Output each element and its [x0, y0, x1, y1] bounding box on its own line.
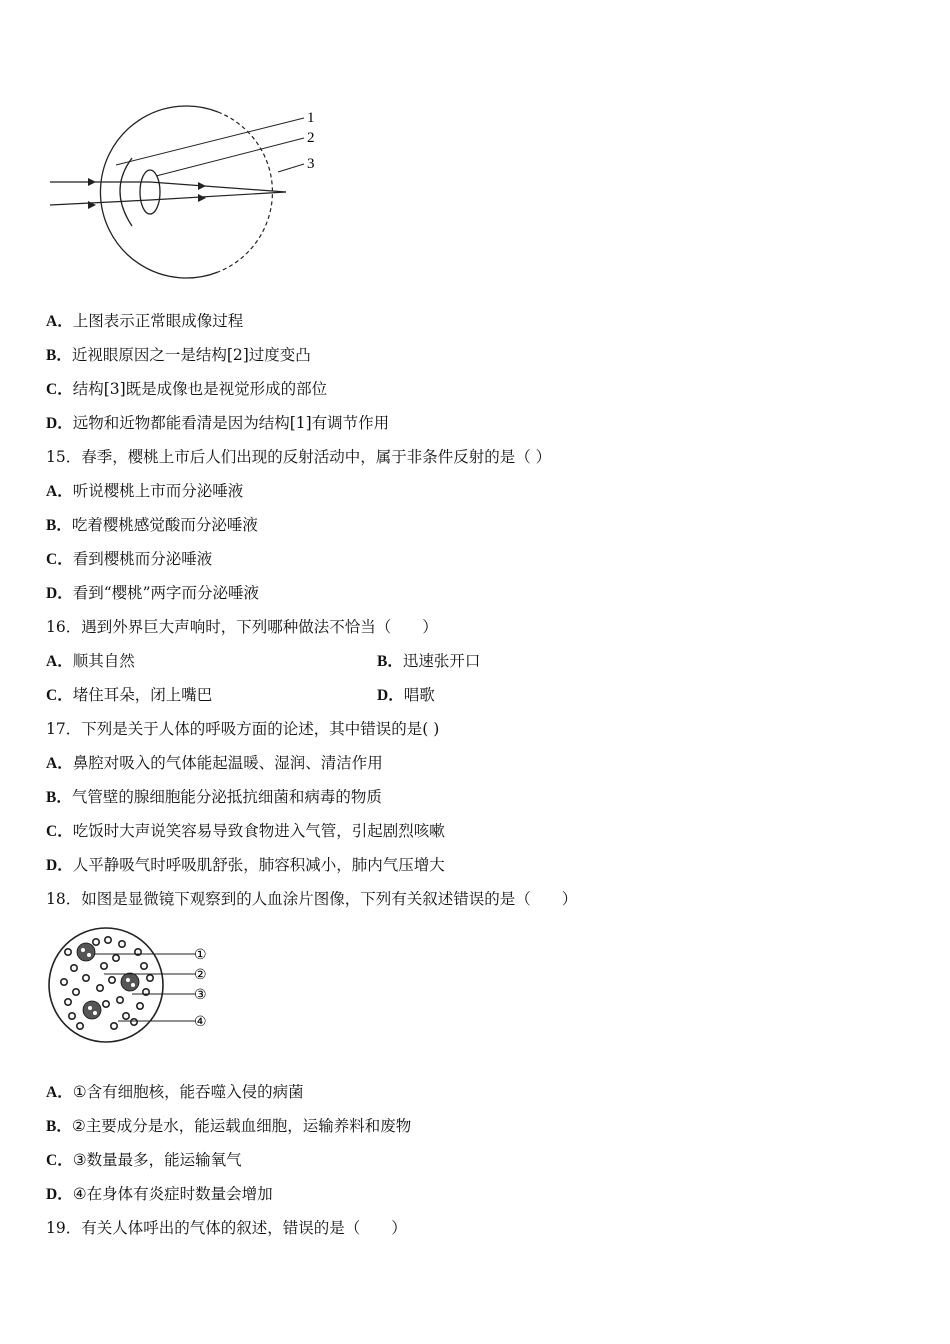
q15-option-c: C．看到樱桃而分泌唾液 [46, 550, 213, 568]
q17-option-c: C．吃饭时大声说笑容易导致食物进入气管，引起剧烈咳嗽 [46, 822, 445, 840]
smear-label-3: ③ [194, 988, 207, 1003]
q16-option-b: B．迅速张开口 [377, 652, 481, 670]
eye-label-1: 1 [307, 110, 315, 126]
q17-option-d: D．人平静吸气时呼吸肌舒张，肺容积减小，肺内气压增大 [46, 856, 445, 874]
q18-option-a: A．①含有细胞核，能吞噬入侵的病菌 [46, 1083, 304, 1101]
q16-stem: 16．遇到外界巨大声响时，下列哪种做法不恰当（ ） [46, 618, 438, 636]
q15-option-b: B．吃着樱桃感觉酸而分泌唾液 [46, 516, 258, 534]
eye-label-3: 3 [307, 156, 315, 172]
q17-option-a: A．鼻腔对吸入的气体能起温暖、湿润、清洁作用 [46, 754, 383, 772]
q15-option-d: D．看到“樱桃”两字而分泌唾液 [46, 584, 260, 602]
q17-stem: 17．下列是关于人体的呼吸方面的论述，其中错误的是( ) [46, 720, 440, 738]
q14-option-a: A．上图表示正常眼成像过程 [46, 312, 244, 330]
q14-option-b: B．近视眼原因之一是结构[2]过度变凸 [46, 346, 311, 364]
smear-label-4: ④ [194, 1015, 207, 1030]
q18-stem: 18．如图是显微镜下观察到的人血涂片图像，下列有关叙述错误的是（ ） [46, 890, 578, 908]
q18-option-d: D．④在身体有炎症时数量会增加 [46, 1185, 273, 1203]
q17-option-b: B．气管壁的腺细胞能分泌抵抗细菌和病毒的物质 [46, 788, 382, 806]
q14-option-c: C．结构[3]既是成像也是视觉形成的部位 [46, 380, 328, 398]
q15-option-a: A．听说樱桃上市而分泌唾液 [46, 482, 244, 500]
q16-option-a: A．顺其自然 [46, 652, 135, 670]
q16-option-c: C．堵住耳朵，闭上嘴巴 [46, 686, 213, 704]
smear-label-2: ② [194, 968, 207, 983]
q15-stem: 15．春季，樱桃上市后人们出现的反射活动中，属于非条件反射的是（ ） [46, 448, 552, 466]
q18-option-b: B．②主要成分是水，能运载血细胞，运输养料和废物 [46, 1117, 412, 1135]
eye-diagram [46, 100, 336, 280]
smear-label-1: ① [194, 948, 207, 963]
q18-option-c: C．③数量最多，能运输氧气 [46, 1151, 242, 1169]
eye-label-2: 2 [307, 130, 315, 146]
q14-option-d: D．远物和近物都能看清是因为结构[1]有调节作用 [46, 414, 390, 432]
q16-option-d: D．唱歌 [377, 686, 435, 704]
blood-smear-diagram [46, 922, 216, 1052]
q19-stem: 19．有关人体呼出的气体的叙述，错误的是（ ） [46, 1219, 407, 1237]
